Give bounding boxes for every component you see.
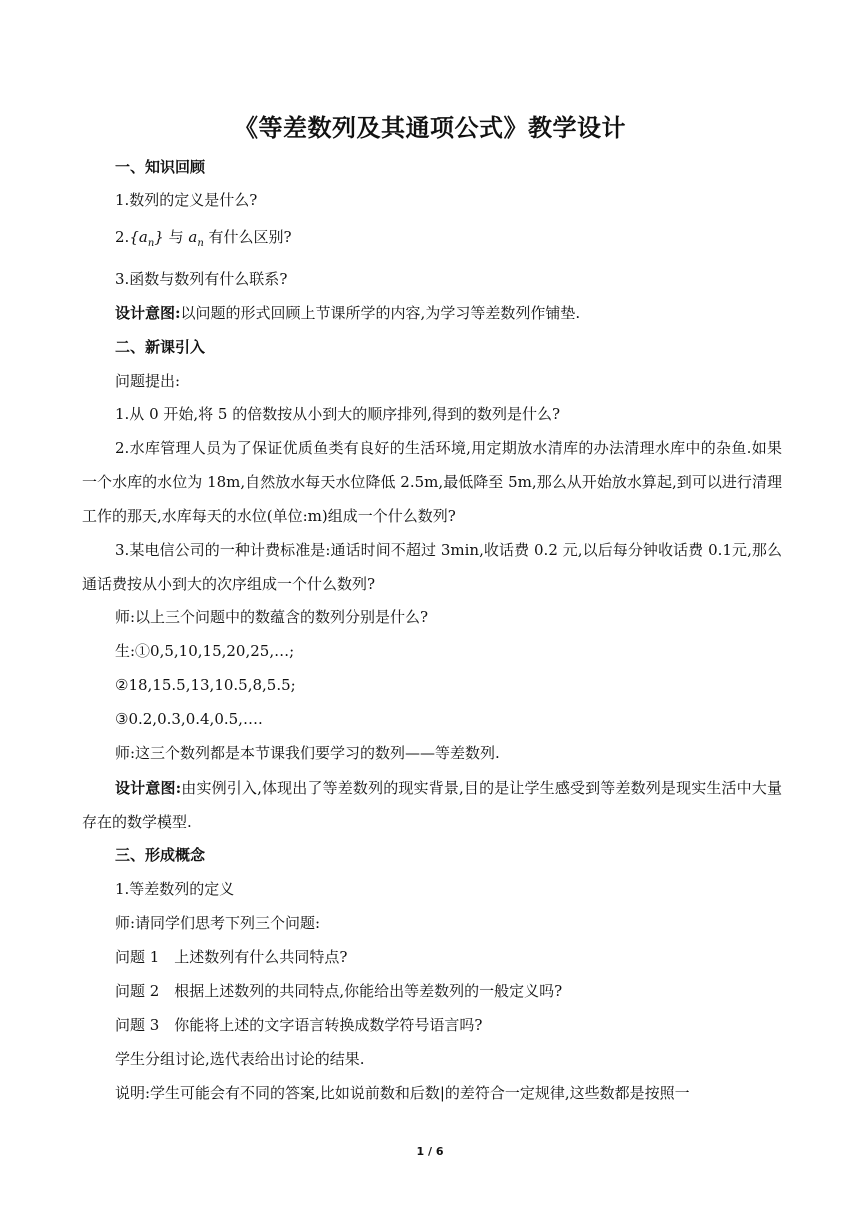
q2-suffix: 有什么区别?	[203, 228, 292, 246]
explanation-note: 说明:学生可能会有不同的答案,比如说前数和后数|的差符合一定规律,这些数都是按照一	[115, 1084, 690, 1102]
design-intent-2	[82, 771, 782, 839]
q2-set: {a	[129, 228, 148, 246]
design-intent-1	[115, 297, 815, 330]
concept-question-1: 问题 1 上述数列有什么共同特点?	[115, 948, 348, 966]
review-question-2	[115, 221, 815, 260]
student-answer-c: ③0.2,0.3,0.4,0.5,….	[115, 710, 263, 728]
problem-intro: 问题提出:	[115, 372, 181, 390]
q2-mid: 与	[163, 228, 189, 246]
design-text: 以问题的形式回顾上节课所学的内容,为学习等差数列作铺垫.	[180, 304, 581, 322]
review-question-3: 3.函数与数列有什么联系?	[115, 270, 288, 288]
review-question-1: 1.数列的定义是什么?	[115, 191, 258, 209]
student-answer-a: 生:①0,5,10,15,20,25,…;	[115, 642, 295, 660]
problem-1: 1.从 0 开始,将 5 的倍数按从小到大的顺序排列,得到的数列是什么?	[115, 405, 561, 423]
section-heading-3: 三、形成概念	[115, 846, 206, 864]
teacher-prompt: 师:请同学们思考下列三个问题:	[115, 914, 321, 932]
concept-question-2: 问题 2 根据上述数列的共同特点,你能给出等差数列的一般定义吗?	[115, 982, 563, 1000]
q2-an: a	[188, 228, 198, 246]
section-heading-2: 二、新课引入	[115, 338, 206, 356]
subsection-definition: 1.等差数列的定义	[115, 880, 235, 898]
teacher-statement: 师:这三个数列都是本节课我们要学习的数列——等差数列.	[115, 744, 500, 762]
design-label: 设计意图:	[115, 779, 182, 797]
teacher-question-1: 师:以上三个问题中的数蕴含的数列分别是什么?	[115, 608, 429, 626]
q2-an-sub: n	[197, 238, 204, 249]
design-text: 由实例引入,体现出了等差数列的现实背景,目的是让学生感受到等差数列是现实生活中大量存在的数学模型.	[82, 779, 782, 831]
problem-2: 2.水库管理人员为了保证优质鱼类有良好的生活环境,用定期放水清库的办法清理水库中的杂鱼.如果一个水库的水位为 18m,自然放水每天水位降低 2.5m,最低降至 5m,那么从开始放水算起,到可以进行清理工作的那天,水库每天的水位(单位:m)组成一个什么数列?	[82, 439, 782, 525]
section-heading-1: 一、知识回顾	[115, 158, 206, 176]
q2-prefix: 2.	[115, 228, 130, 246]
group-discussion: 学生分组讨论,选代表给出讨论的结果.	[115, 1050, 365, 1068]
q2-set-sub: n	[147, 238, 155, 249]
q2-set-close: }	[154, 228, 164, 246]
problem-3: 3.某电信公司的一种计费标准是:通话时间不超过 3min,收话费 0.2 元,以后每分钟收话费 0.1元,那么通话费按从小到大的次序组成一个什么数列?	[82, 541, 782, 593]
student-answer-b: ②18,15.5,13,10.5,8,5.5;	[115, 676, 296, 694]
concept-question-3: 问题 3 你能将上述的文字语言转换成数学符号语言吗?	[115, 1016, 483, 1034]
page-number: 1 / 6	[416, 1145, 444, 1158]
design-label: 设计意图:	[115, 304, 181, 322]
document-title: 《等差数列及其通项公式》教学设计	[234, 113, 626, 142]
